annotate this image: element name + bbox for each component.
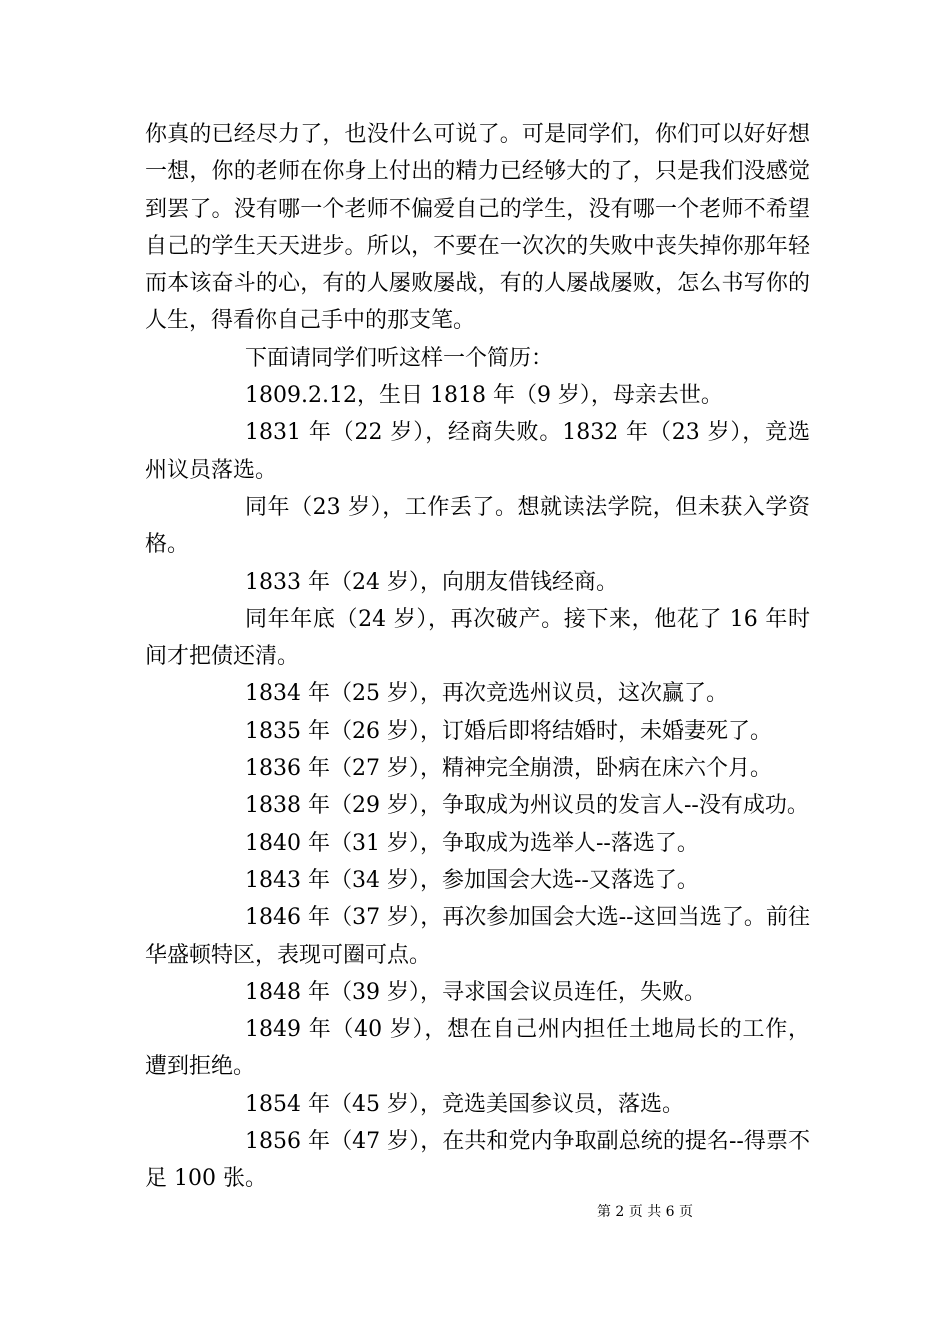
document-body [145,116,810,1198]
body-paragraph: 你真的已经尽力了，也没什么可说了。可是同学们，你们可以好好想一想，你的老师在你身上付出的精力已经够大的了，只是我们没感觉到罢了。没有哪一个老师不偏爱自己的学生，没有哪一个老师不希望自己的学生天天进步。所以，不要在一次次的失败中丧失掉你那年轻而本该奋斗的心，有的人屡败屡战，有的人屡战屡败，怎么书写你的人生，得看你自己手中的那支笔。 [145,122,810,334]
resume-entry: 同年年底（24 岁），再次破产。接下来，他花了 16 年时间才把债还清。 [145,606,810,670]
resume-entry: 1849 年（40 岁），想在自己州内担任土地局长的工作，遭到拒绝。 [145,1017,810,1080]
page-number-footer: 第 2 页 共 6 页 [596,1204,694,1220]
resume-entry: 1848 年（39 岁），寻求国会议员连任，失败。 [245,979,706,1005]
resume-entry: 1843 年（34 岁），参加国会大选--又落选了。 [245,867,699,893]
resume-entry: 1854 年（45 岁），竞选美国参议员，落选。 [245,1091,684,1117]
resume-entry: 1809.2.12，生日 1818 年（9 岁），母亲去世。 [245,383,723,409]
resume-entry: 1835 年（26 岁），订婚后即将结婚时，未婚妻死了。 [245,718,772,744]
resume-entry: 同年（23 岁），工作丢了。想就读法学院，但未获入学资格。 [145,494,810,558]
resume-entry: 1838 年（29 岁），争取成为州议员的发言人--没有成功。 [245,793,809,819]
resume-entry: 1831 年（22 岁），经商失败。1832 年（23 岁），竞选州议员落选。 [145,420,810,483]
resume-entry: 1834 年（25 岁），再次竞选州议员，这次赢了。 [245,681,728,707]
resume-entry: 1840 年（31 岁），争取成为选举人--落选了。 [245,830,699,856]
resume-entry: 1856 年（47 岁），在共和党内争取副总统的提名--得票不足 100 张。 [145,1129,810,1192]
resume-entry: 1846 年（37 岁），再次参加国会大选--这回当选了。前往华盛顿特区，表现可圈可点。 [145,905,810,968]
intro-paragraph: 下面请同学们听这样一个简历： [245,345,554,371]
resume-entry: 1833 年（24 岁），向朋友借钱经商。 [245,569,618,595]
resume-entry: 1836 年（27 岁），精神完全崩溃，卧病在床六个月。 [245,756,772,782]
